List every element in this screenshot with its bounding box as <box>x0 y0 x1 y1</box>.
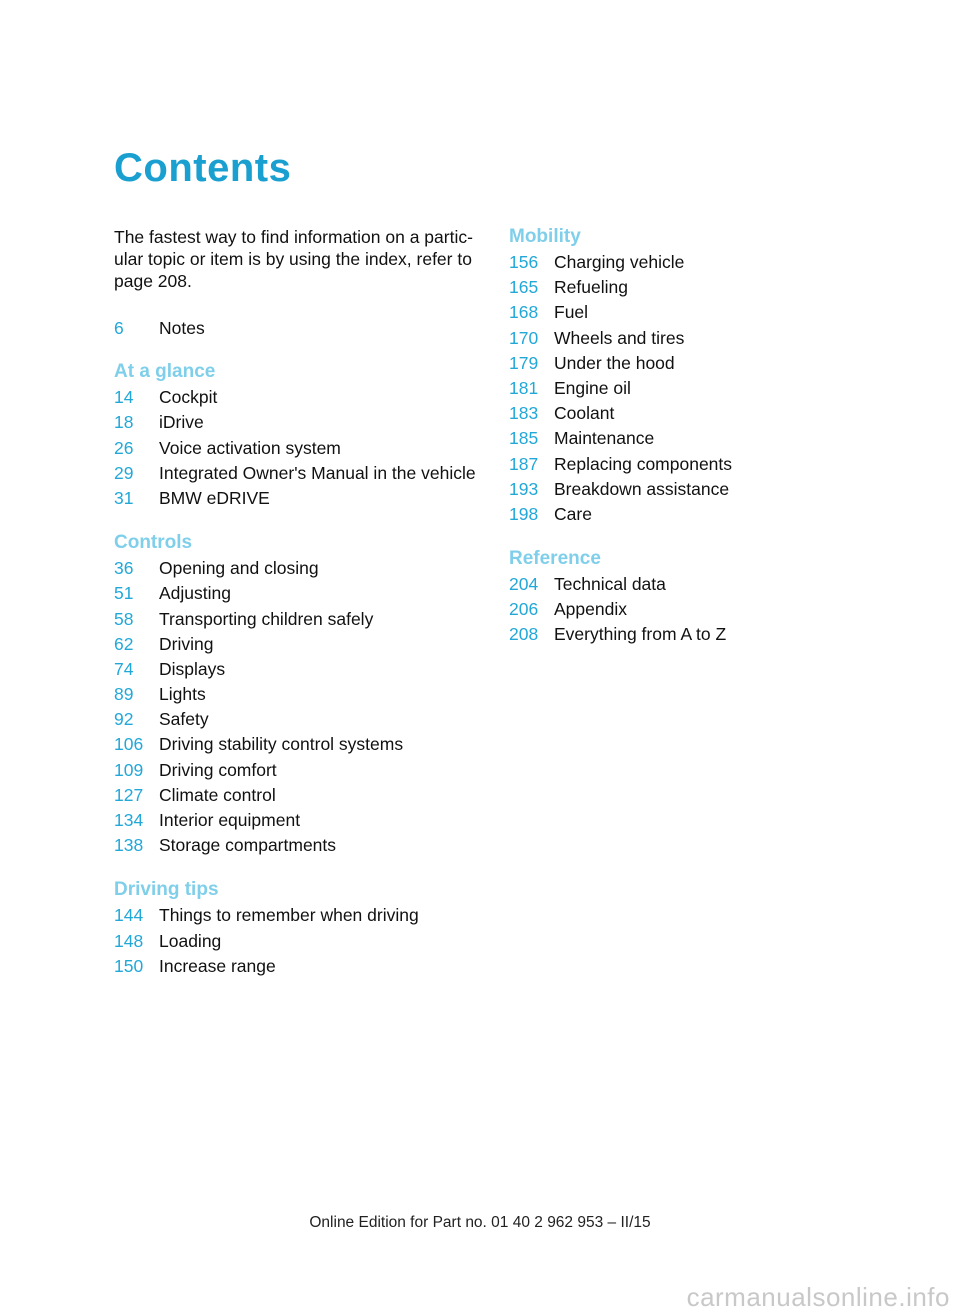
toc-entry-label[interactable]: Climate control <box>159 784 276 805</box>
toc-section-heading[interactable]: Reference <box>509 548 601 570</box>
toc-page-number[interactable]: 185 <box>509 428 539 449</box>
toc-entry[interactable] <box>114 581 484 606</box>
toc-entry-label[interactable]: Loading <box>159 930 222 951</box>
toc-entry-label[interactable]: Interior equipment <box>159 810 301 830</box>
toc-entry[interactable] <box>509 300 809 325</box>
toc-entry[interactable] <box>114 657 484 682</box>
toc-entry[interactable] <box>509 572 809 597</box>
toc-page-number[interactable]: 127 <box>114 784 144 805</box>
toc-entry[interactable] <box>509 477 809 502</box>
toc-entry[interactable] <box>114 758 484 783</box>
toc-entry-label[interactable]: Voice activation system <box>159 437 341 458</box>
toc-entry[interactable] <box>114 783 484 808</box>
toc-page-number[interactable]: 26 <box>114 437 134 458</box>
toc-section <box>114 359 484 511</box>
toc-entry[interactable] <box>509 426 809 451</box>
toc-entry-label[interactable]: Increase range <box>159 955 276 976</box>
toc-entry-label[interactable]: Transporting children safely <box>159 608 374 629</box>
toc-entry[interactable] <box>509 376 809 401</box>
toc-page-number[interactable]: 193 <box>509 478 539 499</box>
toc-entry-label[interactable]: Technical data <box>554 574 666 595</box>
toc-left-sections <box>114 359 484 979</box>
toc-entry-label[interactable]: Engine oil <box>554 377 631 398</box>
toc-page-number[interactable]: 14 <box>114 387 134 408</box>
toc-entry[interactable] <box>509 401 809 426</box>
toc-page-number[interactable]: 62 <box>114 633 134 654</box>
toc-entry[interactable] <box>509 250 809 275</box>
toc-page-number[interactable]: 29 <box>114 462 134 483</box>
toc-entry[interactable] <box>114 903 484 928</box>
toc-entry-label[interactable]: Adjusting <box>159 583 231 604</box>
toc-page-number[interactable]: 181 <box>509 377 539 398</box>
toc-entry-label[interactable]: Things to remember when driving <box>159 905 419 926</box>
toc-entry-label[interactable]: Coolant <box>554 403 615 424</box>
toc-section <box>114 530 484 858</box>
toc-entry-label[interactable]: Care <box>554 503 592 524</box>
toc-section-heading[interactable]: At a glance <box>114 361 216 383</box>
toc-entry-label[interactable]: Driving comfort <box>159 759 277 780</box>
footer-edition-note: Online Edition for Part no. 01 40 2 962 953 – II/15 <box>309 1214 651 1231</box>
toc-entry[interactable] <box>114 682 484 707</box>
toc-section-heading[interactable]: Controls <box>114 532 193 554</box>
toc-page-number[interactable]: 170 <box>509 327 539 348</box>
toc-entry[interactable] <box>114 808 484 833</box>
toc-entry[interactable] <box>114 732 484 757</box>
toc-page-number[interactable]: 183 <box>509 403 539 424</box>
toc-page-number[interactable]: 89 <box>114 684 134 705</box>
toc-page-number[interactable]: 51 <box>114 583 134 604</box>
toc-page-number[interactable]: 204 <box>509 574 539 595</box>
toc-entry[interactable] <box>114 410 484 435</box>
toc-right-sections <box>509 224 809 648</box>
toc-entry[interactable] <box>509 275 809 300</box>
toc-page-number[interactable]: 144 <box>114 905 144 926</box>
toc-entry-label[interactable]: Charging vehicle <box>554 252 685 272</box>
toc-entry-label[interactable]: BMW eDRIVE <box>159 487 270 508</box>
toc-entry-label[interactable]: Integrated Owner's Manual in the vehicle <box>159 462 476 483</box>
page-title: Contents <box>114 146 292 190</box>
toc-entry-label[interactable]: Lights <box>159 684 206 705</box>
toc-entry-label[interactable]: Refueling <box>554 277 628 298</box>
toc-page-number[interactable]: 106 <box>114 734 144 755</box>
toc-section-heading[interactable]: Mobility <box>509 226 581 247</box>
toc-page-number[interactable]: 179 <box>509 352 539 373</box>
toc-page-number[interactable]: 156 <box>509 252 539 272</box>
toc-entry[interactable] <box>114 556 484 581</box>
toc-entry-label[interactable]: Fuel <box>554 302 589 323</box>
site-watermark: carmanualsonline.info <box>686 1282 950 1312</box>
toc-lead-list <box>114 316 484 341</box>
toc-entry-label[interactable]: Storage compartments <box>159 835 337 856</box>
toc-entry[interactable] <box>114 316 484 341</box>
toc-entry[interactable] <box>509 597 809 622</box>
intro-line: ular topic or item is by using the index, refer to <box>114 249 472 269</box>
toc-entry[interactable] <box>114 954 484 979</box>
toc-section-heading[interactable]: Driving tips <box>114 879 219 901</box>
toc-page-number[interactable]: 74 <box>114 658 134 679</box>
toc-entry[interactable] <box>114 632 484 657</box>
toc-page-number[interactable]: 198 <box>509 503 539 524</box>
toc-right-column <box>509 224 809 648</box>
toc-page-number[interactable]: 58 <box>114 608 134 629</box>
toc-entry-label[interactable]: Notes <box>159 318 205 338</box>
toc-page-number[interactable]: 206 <box>509 599 539 620</box>
toc-entry-label[interactable]: Replacing components <box>554 453 733 474</box>
toc-entry[interactable] <box>509 452 809 477</box>
toc-entry-label[interactable]: Displays <box>159 658 226 679</box>
toc-entry-label[interactable]: Everything from A to Z <box>554 624 727 645</box>
toc-entry[interactable] <box>114 929 484 954</box>
toc-entry[interactable] <box>114 607 484 632</box>
toc-entry[interactable] <box>509 502 809 527</box>
toc-entry[interactable] <box>509 326 809 351</box>
toc-entry-label[interactable]: Wheels and tires <box>554 327 685 348</box>
toc-page-number[interactable]: 134 <box>114 810 144 830</box>
toc-entry-label[interactable]: iDrive <box>159 412 204 433</box>
toc-section <box>509 224 809 527</box>
toc-page-number[interactable]: 208 <box>509 624 539 645</box>
toc-page-number[interactable]: 31 <box>114 487 134 508</box>
toc-page-number[interactable]: 109 <box>114 759 144 780</box>
toc-page-number[interactable]: 165 <box>509 277 539 298</box>
toc-entry-label[interactable]: Under the hood <box>554 352 675 373</box>
toc-entry-label[interactable]: Breakdown assistance <box>554 478 730 499</box>
toc-page-number[interactable]: 168 <box>509 302 539 323</box>
intro-paragraph <box>114 226 482 292</box>
toc-entry-label[interactable]: Driving stability control systems <box>159 734 404 755</box>
toc-page-number[interactable]: 138 <box>114 835 144 856</box>
toc-left-column <box>114 316 484 979</box>
toc-entry-label[interactable]: Appendix <box>554 599 627 620</box>
toc-entry-label[interactable]: Maintenance <box>554 428 655 449</box>
toc-entry[interactable] <box>509 622 809 647</box>
toc-page-number[interactable]: 150 <box>114 955 144 976</box>
toc-entry[interactable] <box>114 436 484 461</box>
toc-section <box>114 877 484 979</box>
toc-entry-label[interactable]: Safety <box>159 709 209 730</box>
toc-page-number[interactable]: 6 <box>114 318 124 338</box>
intro-line: The fastest way to find information on a partic- <box>114 227 473 247</box>
intro-line: page 208. <box>114 271 192 291</box>
toc-page-number[interactable]: 18 <box>114 412 134 433</box>
toc-entry-label[interactable]: Cockpit <box>159 387 218 408</box>
toc-entry-label[interactable]: Opening and closing <box>159 558 319 579</box>
toc-entry[interactable] <box>114 385 484 410</box>
toc-page-number[interactable]: 148 <box>114 930 144 951</box>
toc-entry-label[interactable]: Driving <box>159 633 214 654</box>
toc-entry[interactable] <box>114 461 484 486</box>
toc-entry[interactable] <box>114 707 484 732</box>
toc-section <box>509 546 809 648</box>
toc-entry[interactable] <box>114 833 484 858</box>
toc-page-number[interactable]: 36 <box>114 558 134 579</box>
toc-page-number[interactable]: 92 <box>114 709 134 730</box>
toc-entry[interactable] <box>114 486 484 511</box>
toc-page-number[interactable]: 187 <box>509 453 539 474</box>
toc-entry[interactable] <box>509 351 809 376</box>
